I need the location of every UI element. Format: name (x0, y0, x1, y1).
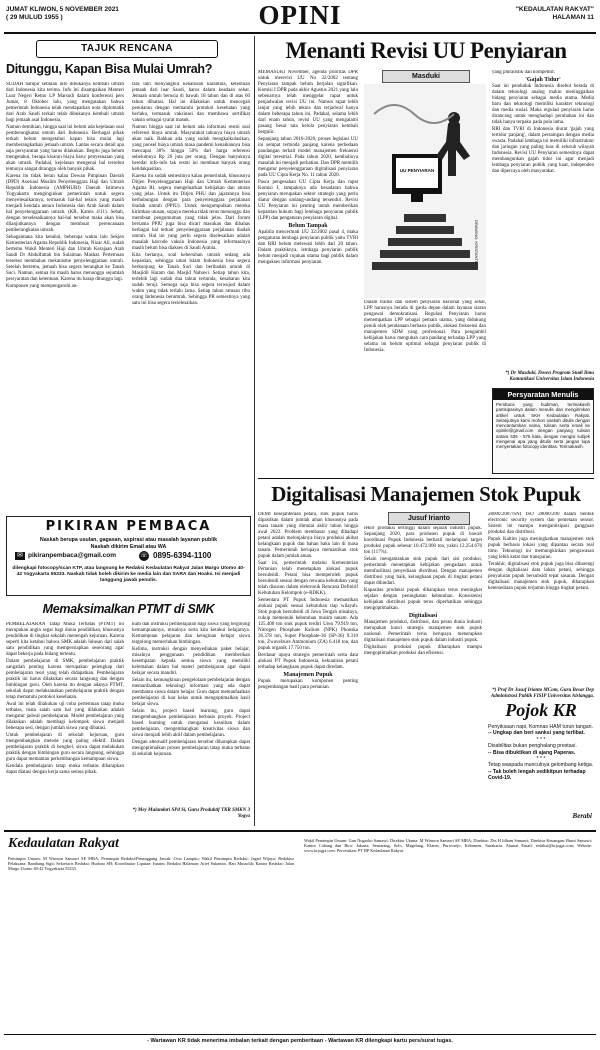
paragraph: MEMASUKI November, agenda prioritas DPR untuk merevisi UU No 32/2002 tentang Penyiaran tampak belum berjalan signifikan. Komisi I DPR pada akhir Agustus 2021 yang lalu sebenarnya telah menggelar rapat untuk penjadwalan revisi UU ini. Namun rapat lebih lanjut yang lebih teknis dan terjadwal hanya dalam beberapa tahun ini. Padahal, selama lebih dari enam tahun, revisi UU yang mengalami pasang besar tata kelola penyiaran kembali bergulir. (258, 70, 358, 135)
masthead-right: Wakil Pemimpin Umum: Gun Nugroho Samawi; Direktur Utama: M Wirmon Samawi SE MBA; Direktur: Drs H Idham Samawi; Direktur Keuangan: Bumi Samawi; Kantor Cabang dan Biro: Jakarta, Semarang, Solo, Magelang, Klaten, Purworejo, Kebumen, Surakarta. Alamat Email: redaksi@krjogja.com; Website: www.krjogja.com. Percetakan: PT BP Kedaulatan Rakyat. (304, 838, 592, 854)
menanti-col-1 (258, 70, 358, 430)
pojok-item: -- Ungkap dan beri sanksi yang terlibat. (488, 730, 585, 737)
ptmt-col-2 (132, 622, 250, 808)
paragraph: Awal ini telah dilakukan uji coba pertemuan tatap muka terbatas, mata salah satu hal yang dilakukan adalah mengatur jadwal pembelajaran. Model pembelajaran yang dilakukan adalah membagi kelompok siswa menjadi beberapa sesi, dengan jumlah siswa yang dibatasi. (6, 702, 124, 731)
section-title: OPINI (258, 0, 342, 30)
paragraph: Saat ini penduduk Indonesia disebut berada di dalam teknologi analog makin meninggalkan bidang penyiaran sebagai media utama. Media baru dan teknologi memiliki karakter teknologi dan media sosial. Maka regulasi penyiaran harus dirancang untuk menghadapi perubahan ini dan tidak hanya terpaku pada pola lama. (492, 84, 594, 125)
digital-col-3 (488, 512, 594, 688)
digital-title: Digitalisasi Manajemen Stok Pupuk (271, 482, 581, 506)
stair-step (372, 262, 478, 270)
pojok-stars: * * * (536, 736, 546, 743)
masthead (4, 830, 596, 1032)
paragraph: Sementara PT Pupuk Indonesia memastikan alokasi pupuk sesuai kebutuhan tiap wilayah. Stok pupuk bersubsidi di Jawa Tengah misalnya, cukup memenuhi kebutuhan musim tanam. Ada 125.400 ton stok pupuk terdiri Urea 79.919 ton, Nitrogen Phosphate Kalium (NPK) Phonska 36.378 ton, Super Phosphate-36 (SP-36) 9.310 ton, Zwavelzure Ammonium (ZA) 6.418 ton, dan pupuk organik 17.750 ton. (258, 598, 358, 651)
header-date: JUMAT KLIWON, 5 NOVEMBER 2021 (6, 6, 119, 13)
paragraph: Kendala pembelajaran tatap muka terbatas diharapkan dapat diatasi dengan kerja sama semua pihak. (6, 764, 124, 775)
masduki-illustration (364, 70, 486, 298)
tv-stand (411, 194, 423, 202)
persyaratan-title: Persyaratan Menulis (493, 389, 593, 400)
whatsapp-icon: ☏ (140, 553, 148, 559)
persyaratan-body: Pembaca yang budiman, terimakasih partisipasinya dalam menulis dan mengirimkan artikel untuk SKH Kedaulatan Rakyat. Selanjutnya kami mohon naskah ditulis dengan mencantumkan nama, tulisan serta email ke opinikr@gmail.com dengan panjang tulisan antara 535 - 575 kata, dengan mengisi subjek mengenai apa yang ditulis serta jangan lupa menyertakan fotocopy identitas. Terimakasih. (496, 402, 590, 450)
tajuk-title: Ditunggu, Kapan Bisa Mulai Umrah? (6, 62, 213, 76)
tajuk-col-1 (6, 82, 124, 510)
page-footer: - Wartawan KR tidak menerima imbalan terkait dengan pemberitaan - Wartawan KR dilengkapi kartu pers/surat tugas. (4, 1034, 596, 1044)
pikiran-via: Naskah dikirim Email atau WA (90, 544, 167, 550)
stair-step (404, 214, 446, 222)
jusuf-caption: Jusuf Irianto (388, 512, 470, 525)
subheading: Manajemen Pupuk (283, 672, 333, 678)
persyaratan-box (492, 388, 594, 474)
header-rule (4, 32, 596, 34)
tajuk-rencana (6, 38, 251, 513)
menanti-article (258, 38, 594, 433)
pikiran-subtitle: Naskah berupa usulan, gagasan, aspirasi atau masalah layanan publik (39, 537, 218, 543)
digital-col-2 (364, 526, 482, 824)
pikiran-email: pikiranpembaca@gmail.com (28, 552, 116, 559)
pojok-item: -- Tak boleh lengah sedikitpun terhadap Covid-19. (488, 768, 586, 782)
paragraph: Selain mengamankan stok pupuk dari sisi produksi, pemerintah menetapkan kebijakan pengadaan untuk memfasilitasi penyediaan distribusi. Dengan manajemen distribusi yang baik, kelangkaan pupuk di tingkat petani dapat dihindari. (364, 557, 482, 586)
menanti-col-3 (492, 70, 594, 370)
pikiran-wa: 0895-6394-1100 (153, 551, 212, 560)
paragraph: tara lain menyangkut keharusan karantina, ketentuan jemaah dari luar Saudi, harus dalam keadaan sehat. Jemaah umrah berusia di bawah 18 tahun dan di atas 60 tahun dibatasi. Hal ini dilakukan untuk mencegah penularan dengan mematuhi protokol kesehatan yang berlaku, termasuk vaksinasi dan membawa sertifikat vaksin sebagai syarat masuk. (132, 82, 250, 123)
masthead-left: Pemimpin Umum: M Wirmon Samawi SE MBA; Pemimpin Redaksi/Penanggung Jawab: Octo Lampito; Wakil Pemimpin Redaksi: Jagad Wijaya; Redaktur Pelaksana: Bambang Sigit; Sekretaris Redaksi: Hudono SH; Koordinator Liputan: Isnaini; Redaksi Halaman: Arief Sukamto, Hari Mustolih; Kantor Redaksi: Jalan Margo Utomo 40-42 Yogyakarta 55233. (8, 856, 294, 872)
paragraph: Manajemen produksi, distribusi, dan peran dunia industri merupakan kunci strategis manajemen stok pupuk nasional. Pemerintah terus berupaya menerapkan digitalisasi manajemen stok pupuk dalam industri pupuk. (364, 620, 482, 643)
masduki-drawing (364, 84, 486, 298)
header-date-hijri: ( 29 MULUD 1955 ) (6, 14, 63, 21)
paragraph: Komponen yang mempengaruhi an- (6, 284, 79, 289)
paragraph: Untuk pembelajaran di sekolah kejuruan, guru mengembangkan metode yang paling efektif. Dalam pembelajaran praktik di bengkel, siswa dapat melakukan praktik dengan bimbingan guru secara langsung, sehingga guru dapat memantau perkembangan kemampuan siswa. (6, 733, 124, 762)
drawing-credit: DRAWING: KRISTANTO (474, 220, 479, 264)
paragraph: Selain itu, project based learning, guru dapat mengembangkan pembelajaran berbasis proyek. Project based learning untuk mengatasi kesulitan dalam pembelajaran, mengembangkan kreativitas siswa dan siswa menjadi lebih aktif dalam pembelajaran. (132, 709, 250, 738)
paragraph: Pupuk Kaltim juga meningkatkan manajemen stok pupuk berbasis lokasi yang dipantau secara real time. Teknologi ini memungkinkan pengawasan yang lebih ketat dan transparan. (488, 537, 594, 560)
menanti-title: Menanti Revisi UU Penyiaran (285, 38, 567, 63)
paragraph: Karena itu sudah semestinya kalau pemerintah, khususnya Ditjen Penyelenggaraan Haji dan Umrah Kementerian Agama RI, segera mengeluarkan kebijakan dan aturan yang jelas. Untuk itu Ditjen PHU dan jajarannya bisa berhubungan dengan para penyelenggara perjalanan ibadah umrah (PPIU). Untuk mengumpulkan mereka kirimkan utusan, supaya mereka tidak terus menunggu dan membuat pengumuman yang tidak jelas. Dari forum bersama PPIU juga bisa dicari masukan dan dibahas berbagai hal terkait penyelenggaraan perjalanan ibadah umrah. Hal ini yang perlu segera diselesaikan adalah masalah karcode vaksin Indonesia yang informasinya masih belum bisa diakses di Saudi Arabia. (132, 174, 250, 251)
pojok-title: Pojok KR (505, 700, 577, 720)
paragraph: Apabila mencermati UU 32/2002 pasal 4, maka pengaturan lembaga penyiaran publik yaitu TVRI dan RRI belum melewati lebih dari 20 tahun. Dalam praktiknya, lembaga penyiaran publik belum menjadi rujukan utama bagi publik dalam mengakses informasi penyiaran. (258, 230, 358, 265)
paragraph: RRI dan TVRI di Indonesia diurat 'gajah yang tertidur panjang', dalam persaingan dengan media swasta. Padahal lembaga ini memiliki infrastruktur dan jaringan yang paling luas di seluruh wilayah Indonesia. Revisi UU Penyiaran semestinya dapat membangunkan gajah tidur ini agar menjadi lembaga penyiaran publik yang kuat, independen dan dipercaya oleh masyarakat. (492, 127, 594, 174)
ptmt-title: Memaksimalkan PTMT di SMK (42, 602, 215, 616)
paragraph: Dalam tradisi dan sistem penyiaran nasional yang sehat, LPP harusnya berada di garda depan dalam layanan siaran pengawal demokratisasi. Regulasi Penyiaran harus menempatkan LPP sebagai pemain utama, yang didukung penuh oleh pendanaan berbasis publik, alokasi frekuensi dan manajemen SDM yang profesional. Para pengambil kebijakan harus mengubah cara pandang terhadap LPP yang selama ini belum optimal sebagai penyiaran publik di Indonesia. (364, 300, 486, 353)
paragraph: Dengan alternatif pembelajaran tersebut diharapkan dapat mengoptimalkan proses pembelajaran tatap muka terbatas di sekolah kejuruan. (132, 740, 250, 757)
paragraph: rekor produksi tertinggi dalam sejarah industri pupuk. Sepanjang 2020, para produsen pupuk di bawah koordinasi Pupuk Indonesia berhasil melampaui target produksi pupuk sebesar 10.472.000 ton, yakni 12.254.676 ton (117%). (364, 526, 482, 555)
pikiran-note: dilengkapi fotocopy/scan KTP, atau langsung ke Redaksi Kedaulatan Rakyat Jalan Margo Utomo 40-42 Yogyakarta 55233. Naskah tidak boleh dikirim ke media lain dan SARA dan Hoaks. Isi menjadi tanggung jawab penulis. (12, 566, 245, 584)
menanti-signature: *) Dr Masduki, Dosen Program Studi Ilmu Komunikasi Universitas Islam Indonesia (505, 371, 594, 382)
paragraph: Sepanjang tahun 2016-2020, proses legislasi UU ini sempat tertunda panjang karena perbedaan pandangan terkait model manajemen frekuensi digital terestrial. Pada tahun 2020, kembalinya masalah ini menjadi perhatian. Dan DPR memilih mengatur penyelenggaraan digitalisasi penyiaran pada UU Cipta Kerja No. 11 tahun 2020. (258, 137, 358, 178)
paragraph: Terakhir, digitalisasi stok pupuk juga bisa dibarengi dengan digitalisasi data lahan petani, sehingga penyaluran pupuk bersubsidi tepat sasaran. Dengan digitalisasi manajemen stok pupuk, diharapkan ketersediaan pupuk terjamin hingga tingkat petani. (488, 562, 594, 591)
ptmt-col-1 (6, 622, 124, 822)
pojok-item: Penyiksaan napi, Komnas HAM turun tangan. (488, 724, 593, 730)
section-rule (258, 478, 594, 479)
digital-signature: *) Prof Dr Jusuf Irianto MCom, Guru Besar Dep Administrasi Publik FISIP Universitas Airlangga. (490, 688, 594, 699)
paragraph: PEMBELAJARAN Tatap Muka Terbatas (PTMT) ini merupakan angin segar bagi dunia pendidikan, khususnya pendidikan di tingkat sekolah menengah kejuruan. Karena seperti kita ketahui bahwa SMK adalah lulusan dari salah satu pendidikan yang mempersiapkan seseorang agar dapat bekerja pada bidang tertentu. (6, 622, 124, 657)
paragraph: Karena itu tidak heran kalau Dewan Pimpinan Daerah (DPD) Asosiasi Muslim Penyelenggara Haji dan Umrah Republik Indonesia (AMPHURI) Daerah Istimewa Yogyakarta menginginkan pemerintah untuk segera menyelesaikannya, termasuk hal-hal teknis yang masih menjadi kendala antara Indonesia dan Arab Saudi dalam hal penyelenggaraan umrah. (KR, Kamis 4/11). Sebab, dengan terselesaikannya hal-hal tersebut maka akan bisa dilanjutkannya dengan membuat perencanaan pemberangkatan umrah. (6, 174, 124, 233)
pojok-kr (488, 700, 594, 824)
mail-icon: ✉ (15, 552, 25, 560)
pojok-sign: Berabi (572, 812, 592, 820)
pikiran-pembaca (6, 516, 251, 596)
paragraph: SUDAH hampir sebulan info dibukanya kembali umrah dari Indonesia kita terima. Info ini disampaikan Menteri Luar Negeri Retno LP Marsudi dalam konferensi pers Jumat, 8 Oktober lalu, yang mengatakan bahwa pemerintah Indonesia telah mendapatkan nota diplomatik dari Arab Saudi terkait telah dibukanya kembali umrah bagi jemaah asal Indonesia. (6, 82, 124, 123)
paragraph: Namun demikian, hingga saat ini belum ada kejelasan soal pemberangkatan umrah dari Indonesia. Berbagai pihak terkait belum mengetahui kapan bisa mulai lagi memberangkatkan jemaah umrah. Lantas secara detail apa saja persyaratan yang harus dilakukan. Begitu juga belum mengetahui, berapa kisaran biaya baru/ penyesuaian yang akan umrah. Padahal, kejelasan mengenai hal tersebut tentunya sangat ditunggu oleh banyak pihak. (6, 125, 124, 172)
paragraph: Kelima, instruksi dengan menyediakan paket belajar, misalnya penggunaan pendidikan memberikan kesempatan kepada semua siswa yang memiliki kelemahan dalam hal materi pembelajaran agar dapat belajar secara mandiri. (132, 647, 250, 676)
paragraph: Berdasar upaya strategis pemerintah serta data alokasi PT Pupuk Indonesia, kekuatiran petani terhadap kelangkaan pupuk dapat diredam. (258, 653, 358, 670)
tv-label: UU PENYIARAN (399, 168, 435, 173)
subheading: Digitalisasi (408, 613, 438, 619)
paragraph: kum dan instruksi pembelajaran bagi siswa yang tergolong kemampuannya, misalnya serta kita ketahui belajarnya. Kemampuan pelajaran dan keinginan belajar siswa tergolong memerlukan bimbingan. (132, 622, 250, 645)
header-newspaper: "KEDAULATAN RAKYAT" (515, 6, 594, 13)
ptmt-signature: *) Mey Mulandari SPd Si, Guru Produktif TKR SMKN 3 Yogya (132, 808, 250, 819)
tajuk-col-2 (132, 82, 250, 510)
pojok-items (488, 724, 594, 782)
paragraph: Pupuk merupakan komponen penting pengembangan hasil para pertanian. (258, 679, 358, 690)
pikiran-title: PIKIRAN PEMBACA (45, 519, 212, 534)
paragraph: 28000:2007/SNI ISO 28000:200 dalam bentuk electronic security system dan pemetaan sensor. Sistem ini mampu mengantisipasi gangguan produksi dan distribusi. (488, 512, 594, 535)
paragraph: Pasca pengesahan UU Cipta Kerja dan rapat Komisi I, tampaknya ada kesadaran bahwa penyiaran merupakan sektor strategis yang perlu diatur dengan undang-undang tersendiri. Revisi UU Penyiaran ini penting untuk memberikan kepastian hukum bagi lembaga penyiaran publik (LPP) dan pengaturan penyiaran digital. (258, 180, 358, 221)
ptmt-article (6, 600, 251, 825)
stair-step (380, 250, 470, 258)
masthead-logo: Kedaulatan Rakyat (8, 836, 119, 851)
masduki-caption: Masduki (382, 70, 470, 83)
paragraph: Kapasitas produksi pupuk diharapkan terus meningkat sejalan dengan peningkatan kebutuhan. Konsistensi kebijakan distribusi pupuk terus diperhatikan sehingga mengoptimalkan. (364, 588, 482, 611)
stair-step (388, 238, 462, 246)
tv-screen (396, 158, 438, 188)
column-divider (254, 36, 255, 826)
paragraph: Selain itu, kemungkinan pengelolaan pembelajaran dengan memanfaatkan teknologi informasi yang ada dapat membantu siswa dalam belajar. Guru dapat memanfaatkan pembelajaran di luar kelas untuk mengoptimalkan hasil belajar siswa. (132, 678, 250, 707)
tajuk-label: TAJUK RENCANA (36, 40, 218, 58)
pojok-item: Disabilitas bukan penghalang prestasi. (488, 743, 577, 750)
paragraph: Sebagaimana kita ketahui, beberapa waktu lalu Sekjen Kementerian Agama Republik Indonesia, Nizar Ali, sudah bertemu Wakil Menteri Haji dan Umrah Kerajaan Arab Saudi Dr Abdulfattah bin Sulaiman Mashat. Pertemuan tersebut membahas mekanisme penyelenggaraan umrah. Setelah bertemu, jemaah bisa segera berangkat ke Tanah Suci. Namun, semua itu masih harus menunggu sejumlah persyaratan dan ketentuan. Karena itu harap ditunggu lagi. (6, 235, 124, 282)
header-page: HALAMAN 11 (552, 14, 594, 21)
subheading: Belum Tampak (288, 223, 328, 229)
paragraph: Kita bertanya, soal kebersihan umrah sedang ada kepastian, sehingga umat Islam Indonesia bisa segera berkunjung ke Tanah Suci dan beribadah umrah di Masjidil Haram dan Masjid Nabawi. Setiap tahun kita, terlebih lagi sudah dua tahun tertunda, kesabaran kita sudah teruji. Semoga saja bisa segera terwujud dalam waktu yang tidak terlalu lama. Setiap tahun ratusan ribu orang Indonesia berumrah. Sehingga PR semestinya yang satu ini bisa segera terselesaikan. (132, 253, 250, 306)
paragraph: Digitalisasi produksi pupuk diharapkan mampu mengoptimalkan produksi dan efisiensi. (364, 645, 482, 656)
stair-step (396, 226, 454, 234)
digital-col-1 (258, 512, 358, 824)
paragraph: Saat ini, pemerintah melalui Kementerian Pertanian telah menetapkan alokasi pupuk bersubsidi. Petani bisa memperoleh pupuk bersubsidi sesuai dengan rencana kebutuhan yang telah disusun dalam elektronik Rencana Definitif Kebutuhan Kelompok (e-RDKK). (258, 561, 358, 596)
pojok-stars: * * * (536, 756, 546, 763)
paragraph: yang pluralistik dan kompetitif. (492, 70, 556, 75)
subheading: 'Gajah Tidur' (525, 77, 561, 83)
paragraph: Dalam pembelajaran di SMK, pembelajaran praktik sangatlah penting karena merupakan pelengkap dari pembelajaran teori yang telah didapatkan. Pembelajaran praktik ini harus dilakukan secara langsung dan dengan bimbingan guru. Oleh karena itu dengan adanya PTMT, sekolah dapat melaksanakan pembelajaran praktik dengan tetap mematuhi protokol kesehatan. (6, 659, 124, 700)
menanti-col-2 (364, 300, 486, 430)
pojok-item: -- Bisa dibuktikan di ajang Paperas. (488, 749, 576, 756)
paragraph: DEMI kesejahteraan petani, stok pupuk harus dipastikan dalam jumlah aman khususnya pada masa tanam yang dimulai akhir tahun hingga awal 2022. Problem membasar yang dihadapi petani adalah melonjaknya biaya produksi akibat kelangkaan pupuk dan bahan baku lain di masa tanam. Pemerintah berupaya memastikan stok pupuk dalam jumlah aman. (258, 512, 358, 559)
paragraph: Namun hingga saat ini belum ada informasi resmi soal referensi biaya umrah. Masyarakat tahunya biaya umrah akan naik. Bahkan ada yang sudah mengkalkulasikan, yang ponsel biaya umrah masa pandemi kenaikannya bisa mencapai 30% hingga 50% dari harga referensi sebelumnya Rp 26 juta per orang. Dengan banyaknya beredar info-info tak resmi ini membuat banyak orang ketidakpastian. (132, 125, 250, 172)
pojok-item: Tetap waspada munculnya gelombang ketiga. (488, 762, 594, 769)
